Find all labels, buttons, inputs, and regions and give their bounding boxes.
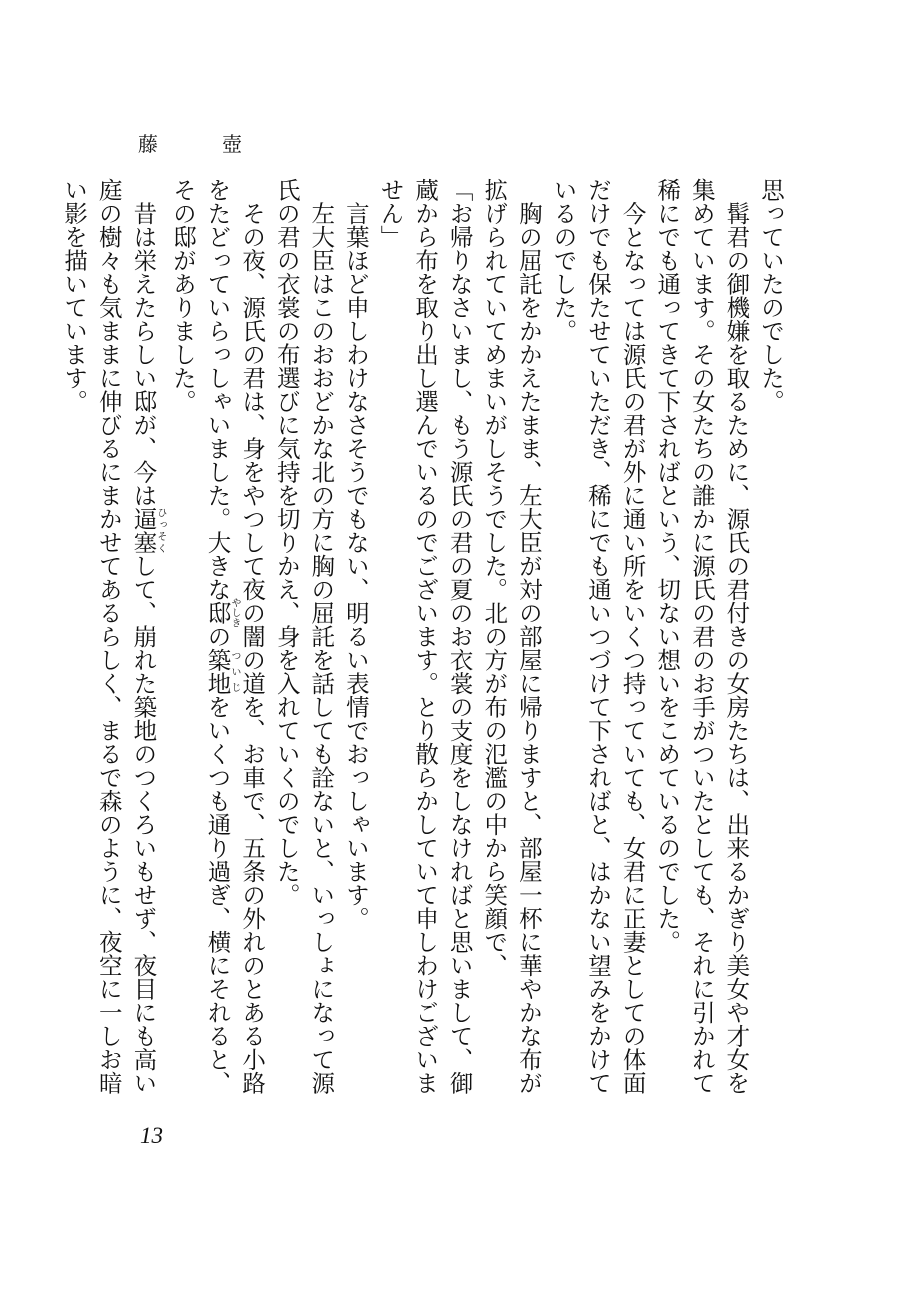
paragraph-2: 髯君の御機嫌を取るために、源氏の君付きの女房たちは、出来るかぎり美女や才女を集めています。その女たちの誰かに源氏の君のお手がついたとしても、それに引かれて稀にでも通ってきて下さればという、切ない想いをこめているのでした。: [653, 178, 751, 1095]
page-number: 13: [140, 1123, 163, 1148]
ruby-yashiki-reading: やしき: [229, 597, 240, 628]
paragraph-4: 胸の屈託をかかえたまま、左大臣が対の部屋に帰りますと、部屋一杯に華やかな布が拡げられていてめまいがしそうでした。北の方が布の氾濫の中から笑顔で、: [480, 178, 543, 1095]
paragraph-9-text-b: して、崩れた築地のつくろいもせず、夜目にも高い庭の樹々も気ままに伸びるにまかせてあるらしく、まるで森のように、夜空に一しお暗い影を描いています。: [60, 178, 158, 1095]
paragraph-5-dialogue: 「お帰りなさいまし、もう源氏の君の夏のお衣裳の支度をしなければと思いまして、御蔵から布を取り出し選んでいるのでございます。とり散らかしていて申しわけございません」: [376, 178, 474, 1095]
paragraph-8-text-b: の: [203, 624, 232, 648]
ruby-yashiki-base: 邸: [203, 597, 232, 628]
ruby-hissoku-reading: ひっそく: [154, 507, 166, 554]
ruby-yashiki: [203, 597, 240, 628]
paragraph-6: 言葉ほど申しわけなさそうでもない、明るい表情でおっしゃいます。: [341, 178, 370, 930]
paragraph-3: 今となっては源氏の君が外に通い所をいくつ持っていても、女君に正妻としての体面だけでも保たせていただき、稀にでも通いつづけて下さればと、はかない望みをかけているのでした。: [549, 178, 647, 1095]
paragraph-1: 思っていたのでした。: [757, 178, 785, 413]
paragraph-8: [165, 178, 269, 1108]
ruby-tsuiji-reading: ついじ: [229, 648, 240, 695]
ruby-hissoku-base: 逼塞: [129, 507, 158, 554]
paragraph-9: [57, 178, 166, 1108]
ruby-hissoku: [129, 507, 166, 554]
paragraph-8-text-c: をいくつも通り過ぎ、横にそれると、その邸がありました。: [168, 178, 232, 1095]
ruby-tsuiji: [203, 648, 240, 695]
ruby-tsuiji-base: 築地: [203, 648, 232, 695]
body-text: [60, 178, 788, 1108]
paragraph-7: 左大臣はこのおおどかな北の方に胸の屈託を話しても詮ないと、いっしょになって源氏の君の衣裳の布選びに気持を切りかえ、身を入れていくのでした。: [272, 178, 336, 1095]
running-head: 藤 壺: [138, 132, 264, 156]
paragraph-9-text-a: 昔は栄えたらしい邸が、今は: [129, 178, 158, 507]
paragraph-8-text-a: その夜、源氏の君は、身をやつして夜の闇の道を、お車で、五条の外れのとある小路をたどっていらっしゃいました。大きな: [203, 178, 267, 1095]
